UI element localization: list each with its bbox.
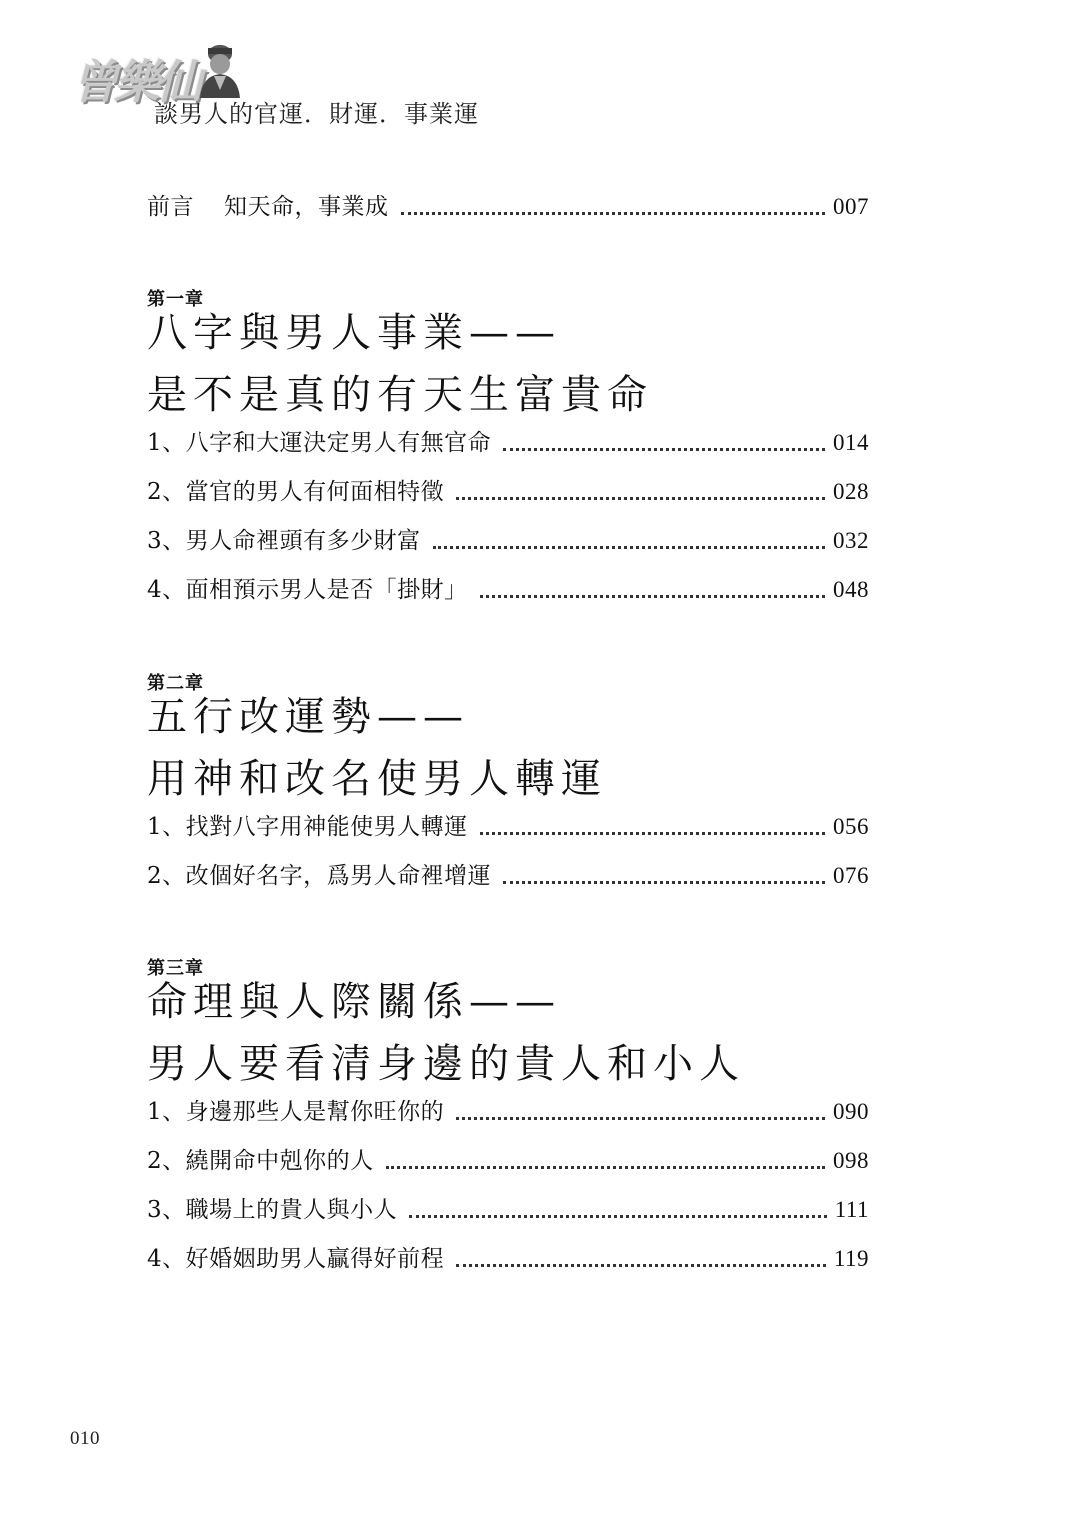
toc-entry-title: 3、職場上的貴人與小人 bbox=[147, 1197, 398, 1223]
toc-entry-title: 1、八字和大運決定男人有無官命 bbox=[147, 430, 492, 456]
page-number: 010 bbox=[70, 1428, 100, 1449]
toc-entry-title: 2、改個好名字，爲男人命裡增運 bbox=[147, 863, 492, 889]
toc-entry-title: 4、面相預示男人是否「掛財」 bbox=[147, 577, 468, 603]
toc-entry-page: 028 bbox=[833, 479, 869, 504]
toc-entry-title: 2、當官的男人有何面相特徵 bbox=[147, 479, 445, 505]
toc-entry-title: 1、找對八字用神能使男人轉運 bbox=[147, 814, 468, 840]
toc-entry-page: 056 bbox=[833, 814, 869, 839]
toc-leader-dots bbox=[401, 212, 826, 215]
toc-entry-page: 014 bbox=[833, 430, 869, 455]
book-subtitle: 談男人的官運．財運．事業運 bbox=[154, 100, 479, 128]
toc-entry[interactable] bbox=[147, 857, 869, 891]
chapter-label: 第三章 bbox=[147, 958, 204, 979]
chapter-label: 第二章 bbox=[147, 673, 204, 694]
chapter-heading: 男人要看清身邊的貴人和小人 bbox=[147, 1041, 745, 1087]
book-header bbox=[68, 42, 548, 142]
preface-label: 前言 bbox=[147, 194, 194, 220]
toc-entry-page: 111 bbox=[834, 1197, 869, 1222]
toc-entry[interactable] bbox=[147, 1142, 869, 1176]
toc-entry[interactable] bbox=[147, 1093, 869, 1127]
chapter-heading: 八字與男人事業—— bbox=[147, 310, 561, 356]
toc-entry-page: 048 bbox=[833, 577, 869, 602]
toc-entry-page: 119 bbox=[833, 1246, 869, 1271]
toc-leader-dots bbox=[456, 1264, 826, 1267]
toc-entry-title: 4、好婚姻助男人贏得好前程 bbox=[147, 1246, 445, 1272]
toc-entry-title: 知天命，事業成 bbox=[224, 194, 389, 220]
toc-entry-title: 2、繞開命中剋你的人 bbox=[147, 1148, 374, 1174]
toc-leader-dots bbox=[433, 546, 825, 549]
toc-entry[interactable] bbox=[147, 1240, 869, 1274]
toc-entry[interactable] bbox=[147, 571, 869, 605]
toc-entry[interactable] bbox=[147, 808, 869, 842]
toc-leader-dots bbox=[503, 881, 825, 884]
toc-entry[interactable] bbox=[147, 1191, 869, 1225]
author-portrait-icon bbox=[196, 42, 242, 98]
toc-leader-dots bbox=[456, 1117, 825, 1120]
author-logo-text: 曾樂仙 bbox=[72, 55, 198, 109]
toc-leader-dots bbox=[386, 1166, 825, 1169]
toc-entry-title: 3、男人命裡頭有多少財富 bbox=[147, 528, 421, 554]
toc-entry-page: 098 bbox=[833, 1148, 869, 1173]
toc-leader-dots bbox=[409, 1215, 827, 1218]
toc-entry-page: 090 bbox=[833, 1099, 869, 1124]
chapter-heading: 命理與人際關係—— bbox=[147, 979, 561, 1025]
toc-entry-preface[interactable] bbox=[147, 188, 869, 222]
toc-leader-dots bbox=[480, 595, 825, 598]
chapter-label: 第一章 bbox=[147, 289, 204, 310]
chapter-heading: 是不是真的有天生富貴命 bbox=[147, 372, 653, 418]
toc-entry[interactable] bbox=[147, 473, 869, 507]
toc-entry-page: 032 bbox=[833, 528, 869, 553]
chapter-heading: 用神和改名使男人轉運 bbox=[147, 756, 607, 802]
toc-leader-dots bbox=[456, 497, 825, 500]
chapter-heading: 五行改運勢—— bbox=[147, 694, 469, 740]
toc-entry[interactable] bbox=[147, 424, 869, 458]
toc-entry[interactable] bbox=[147, 522, 869, 556]
toc-entry-title: 1、身邊那些人是幫你旺你的 bbox=[147, 1099, 445, 1125]
toc-entry-page: 007 bbox=[833, 194, 869, 219]
toc-entry-page: 076 bbox=[833, 863, 869, 888]
toc-leader-dots bbox=[480, 832, 825, 835]
toc-leader-dots bbox=[503, 448, 825, 451]
